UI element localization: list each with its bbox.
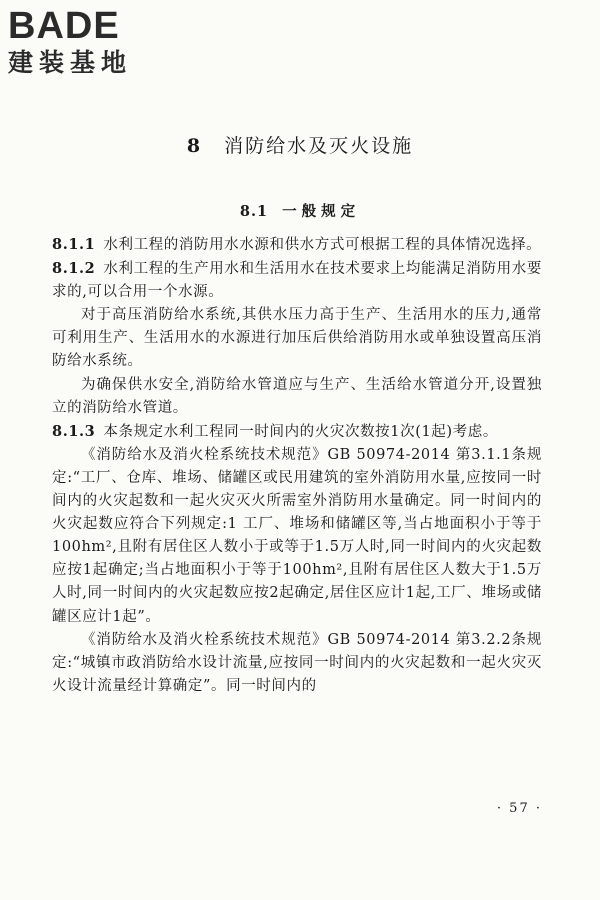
section-number: 8.1 [239, 203, 269, 220]
bade-logo [8, 6, 178, 78]
clause-text: 水利工程的消防用水水源和供水方式可根据工程的具体情况选择。 [103, 237, 542, 253]
logo-subtitle: 建装基地 [8, 48, 133, 77]
clause-8-1-1 [52, 233, 542, 257]
paragraph: 《消防给水及消火栓系统技术规范》GB 50974-2014 第3.2.2条规定:“城镇市政消防给水设计流量,应按同一时间内的火灾起数和一起火灾灭火设计流量经计算确定”。同一时间内的 [52, 631, 542, 694]
body-text [52, 233, 542, 698]
paragraph: 为确保供水安全,消防给水管道应与生产、生活给水管道分开,设置独立的消防给水管道。 [52, 376, 542, 416]
page-number: · 57 · [496, 801, 542, 816]
logo-wordmark: BADE [8, 5, 120, 47]
chapter-number: 8 [186, 135, 203, 157]
clause-text: 水利工程的生产用水和生活用水在技术要求上均能满足消防用水要求的,可以合用一个水源。 [52, 261, 542, 301]
clause-number: 8.1.3 [52, 422, 96, 440]
chapter-title [0, 131, 600, 158]
clause-text: 本条规定水利工程同一时间内的火灾次数按1次(1起)考虑。 [103, 423, 498, 440]
section-title-text: 一般规定 [282, 203, 361, 220]
section-title [0, 200, 600, 221]
clause-8-1-2 [52, 257, 542, 304]
clause-number: 8.1.1 [52, 236, 96, 253]
paragraph: 《消防给水及消火栓系统技术规范》GB 50974-2014 第3.1.1条规定:“工厂、仓库、堆场、储罐区或民用建筑的室外消防用水量,应按同一时间内的火灾起数和一起火灾灭火所需室外消防用水量确定。同一时间内的火灾起数应符合下列规定:1 工厂、堆场和储罐区等,当占地面积小于等于100hm²,且附有居住区人数小于或等于1.5万人时,同一时间内的火灾起数应按1起确定;当占地面积小于等于100hm²,且附有居住区人数大于1.5万人时,同一时间内的火灾起数应按2起确定,居住区应计1起,工厂、堆场或储罐区应计1起”。 [52, 446, 542, 625]
clause-number: 8.1.2 [52, 260, 96, 278]
paragraph: 对于高压消防给水系统,其供水压力高于生产、生活用水的压力,通常可利用生产、生活用水的水源进行加压后供给消防用水或单独设置高压消防给水系统。 [52, 307, 542, 370]
chapter-title-text: 消防给水及灭火设施 [224, 135, 414, 157]
clause-8-1-3 [52, 420, 542, 444]
